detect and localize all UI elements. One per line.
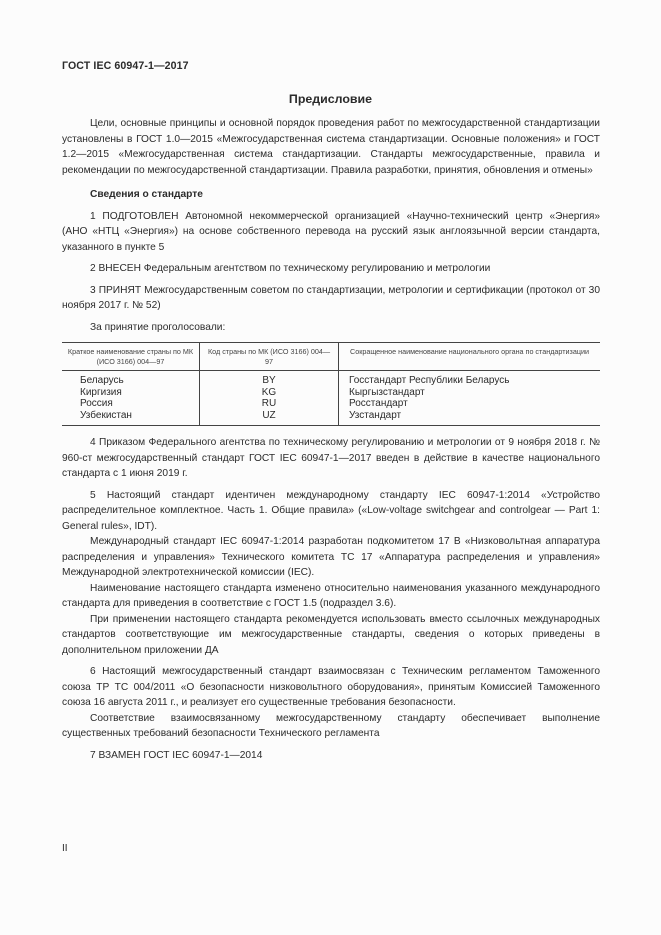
cell-code: UZ	[200, 410, 339, 426]
cell-org: Кыргызстандарт	[339, 387, 601, 399]
cell-country: Узбекистан	[80, 409, 132, 421]
cell-org: Узстандарт	[339, 410, 601, 426]
cell-code: KG	[200, 387, 339, 399]
document-body	[62, 116, 600, 763]
voting-table	[62, 342, 600, 426]
table-row	[62, 371, 600, 387]
item-5: 5 Настоящий стандарт идентичен международному стандарту IEC 60947-1:2014 «Устройство распределительное комплектное. Часть 1. Общие правила» («Low-voltage switchgear and controlgear — Part 1: General rules», IDT).	[62, 489, 600, 532]
document-header: ГОСТ IEC 60947-1—2017	[62, 60, 189, 72]
table-row	[62, 387, 600, 399]
cell-country: Россия	[80, 398, 113, 409]
item-5-paragraph-4: При применении настоящего стандарта рекомендуется использовать вместо ссылочных международных стандартов соответствующие им межгосударственные стандарты, сведения о которых приведены в дополнительном приложении ДА	[62, 613, 600, 656]
item-5-paragraph-3: Наименование настоящего стандарта изменено относительно наименования указанного международного стандарта для приведения в соответствие с ГОСТ 1.5 (подраздел 3.6).	[62, 582, 600, 609]
cell-org: Росстандарт	[339, 398, 601, 410]
item-4: 4 Приказом Федерального агентства по техническому регулированию и метрологии от 9 ноября 2018 г. № 960-ст межгосударственный стандарт ГОСТ IEC 60947-1—2017 введен в действие в качестве национального стандарта с 1 июня 2019 г.	[62, 437, 600, 479]
table-header-row	[62, 343, 600, 371]
item-7: 7 ВЗАМЕН ГОСТ IEC 60947-1—2014	[90, 749, 263, 761]
header-org: Сокращенное наименование национального органа по стандартизации	[339, 343, 601, 371]
intro-paragraph: Цели, основные принципы и основной порядок проведения работ по межгосударственной стандартизации установлены в ГОСТ 1.0—2015 «Межгосударственная система стандартизации. Основные положения» и ГОСТ 1.2—2015 «Межгосударственная система стандартизации. Стандарты межгосударственные, правила и рекомендации по межгосударственной стандартизации. Правила разработки, принятия, обновления и отмены»	[62, 118, 600, 176]
page-title: Предисловие	[288, 92, 373, 106]
item-6-paragraph-2: Соответствие взаимосвязанному межгосударственному стандарту обеспечивает выполнение существенных требований безопасности Технического регламента	[62, 712, 600, 739]
section-subheading: Сведения о стандарте	[90, 189, 203, 200]
item-1: 1 ПОДГОТОВЛЕН Автономной некоммерческой организацией «Научно-технический центр «Энергия» (АНО «НТЦ «Энергия») на основе собственного перевода на русский язык англоязычной версии стандарта, указанного в пункте 5	[62, 210, 600, 253]
item-5-paragraph-2: Международный стандарт IEC 60947-1:2014 разработан подкомитетом 17 B «Низковольтная аппаратура распределения и управления» Технического комитета ТС 17 «Аппаратура распределения и управления» Международной электротехнической комиссии (IEC).	[62, 536, 600, 578]
item-2: 2 ВНЕСЕН Федеральным агентством по техническому регулированию и метрологии	[90, 263, 491, 274]
table-row	[62, 410, 600, 426]
cell-org: Госстандарт Республики Беларусь	[339, 371, 601, 387]
table-row	[62, 398, 600, 410]
cell-code: RU	[200, 398, 339, 410]
item-3: 3 ПРИНЯТ Межгосударственным советом по стандартизации, метрологии и сертификации (протокол от 30 ноября 2017 г. № 52)	[62, 284, 600, 311]
cell-country: Киргизия	[80, 386, 122, 398]
item-6: 6 Настоящий межгосударственный стандарт взаимосвязан с Техническим регламентом Таможенного союза ТР ТС 004/2011 «О безопасности низковольтного оборудования», принятым Комиссией Таможенного союза 16 августа 2011 г., и реализует его существенные требования безопасности.	[62, 666, 600, 708]
cell-code: BY	[200, 371, 339, 387]
header-code: Код страны по МК (ИСО 3166) 004—97	[200, 343, 339, 371]
page-number: II	[62, 843, 68, 854]
vote-intro: За принятие проголосовали:	[90, 321, 226, 333]
header-country: Краткое наименование страны по МК (ИСО 3166) 004—97	[62, 343, 200, 371]
cell-country: Беларусь	[80, 375, 124, 386]
